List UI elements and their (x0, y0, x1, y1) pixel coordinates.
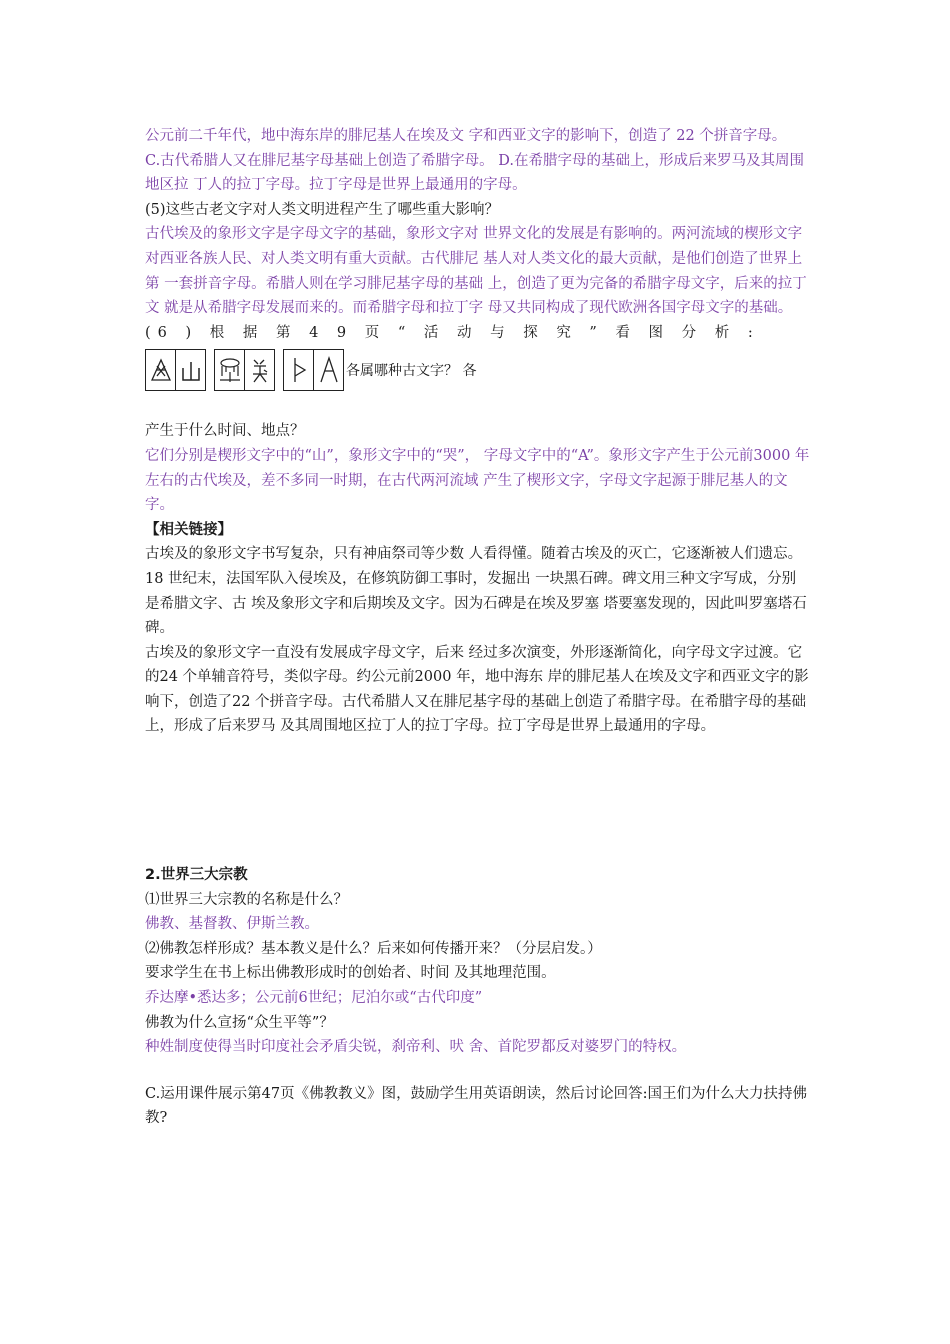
religion-answer-1: 佛教、基督教、伊斯兰教。 (145, 916, 319, 933)
related-links-heading: 【相关链接】 (145, 521, 232, 538)
question-6-continued: 产生于什么时间、地点？ (145, 423, 305, 440)
answer-alphabet: 公元前二千年代，地中海东岸的腓尼基人在埃及文 字和西亚文字的影响下，创造了 22 个拼音字母。 (145, 128, 787, 144)
related-paragraph-2: 古埃及的象形文字一直没有发展成字母文字，后来 经过多次演变，外形逐渐简化，向字母文字过渡。它的24 个单辅音符号，类似字母。约公元前2000 年，地中海东 岸的腓尼基人在埃及文字和西亚文字的影响下，创造了22 个拼音字母。古代希腊人又在腓尼基字母的基础上创造了希腊字母。在希腊字母的基础上，形成了后来罗马 及其周围地区拉丁人的拉丁字母。拉丁字母是世界上最通用的字母。 (145, 644, 809, 735)
ancient-script-figure (145, 347, 810, 393)
religion-answer-2: 乔达摩•悉达多；公元前6世纪；尼泊尔或“古代印度” (145, 990, 483, 1007)
alphabet-glyph-box (283, 349, 344, 391)
pictograph-cry-icon (215, 350, 245, 390)
religion-question-2-requirement: 要求学生在书上标出佛教形成时的创始者、时间 及其地理范围。 (145, 965, 556, 982)
cuneiform-glyph-box (145, 349, 206, 391)
activity-c: C.运用课件展示第47页《佛教教义》图，鼓励学生用英语朗读，然后讨论回答:国王们为什么大力扶持佛教? (145, 1085, 808, 1127)
related-paragraph-1: 古埃及的象形文字书写复杂，只有神庙祭司等少数 人看得懂。随着古埃及的灭亡，它逐渐被人们遗忘。18 世纪末，法国军队入侵埃及，在修筑防御工事时，发掘出 一块黑石碑。碑文用三种文字写成，分别是希腊文字、古 埃及象形文字和后期埃及文字。因为石碑是在埃及罗塞 塔要塞发现的，因此叫罗塞塔石碑。 (145, 546, 807, 637)
question-5: (5)这些古老文字对人类文明进程产生了哪些重大影响？ (145, 201, 500, 218)
question-6-glyph-question: 各属哪种古文字？ 各 (346, 363, 477, 380)
religion-question-3: 佛教为什么宣扬“众生平等”？ (145, 1014, 334, 1031)
cuneiform-mountain-icon (146, 350, 176, 390)
spacer (145, 739, 810, 863)
question-6-intro: (6 ) 根 据 第 4 9 页 “ 活 动 与 探 究 ” 看 图 分 析 : (145, 324, 760, 341)
religion-question-2: ⑵佛教怎样形成？基本教义是什么？后来如何传播开来？（分层启发。） (145, 940, 602, 957)
religion-question-1: ⑴世界三大宗教的名称是什么？ (145, 891, 348, 908)
pictograph-glyph-box (214, 349, 275, 391)
answer-6: 它们分别是楔形文字中的“山”，象形文字中的“哭”， 字母文字中的“A”。象形文字产生于公元前3000 年 左右的古代埃及，差不多同一时期，在古代两河流域 产生了楔形文字，字母文字起源于腓尼基人的文字。 (145, 447, 810, 514)
answer-5: 古代埃及的象形文字是字母文字的基础，象形文字对 世界文化的发展是有影响的。两河流域的楔形文字 对西亚各族人民、对人类文明有重大贡献。古代腓尼 基人对人类文化的最大贡献，是他们创造了世界上第 一套拼音字母。希腊人则在学习腓尼基字母的基础 上，创造了更为完备的希腊字母文字，后来的拉丁文 就是从希腊字母发展而来的。而希腊字母和拉丁字 母又共同构成了现代欧洲各国字母文字的基础。 (145, 226, 807, 317)
spacer (145, 1060, 810, 1082)
section-2-heading: 2.世界三大宗教 (145, 867, 248, 884)
answer-cd: C.古代希腊人又在腓尼基字母基础上创造了希腊字母。 D.在希腊字母的基础上，形成后来罗马及其周围地区拉 丁人的拉丁字母。拉丁字母是世界上最通用的字母。 (145, 152, 805, 194)
religion-answer-3: 种姓制度使得当时印度社会矛盾尖锐，刹帝利、吠 舍、首陀罗都反对婆罗门的特权。 (145, 1039, 687, 1056)
document-page (145, 124, 810, 1131)
phoenician-letter-icon (284, 350, 314, 390)
letter-a-icon (314, 350, 343, 390)
shan-character-icon (176, 350, 205, 390)
spacer (145, 397, 810, 419)
ku-character-icon (245, 350, 274, 390)
